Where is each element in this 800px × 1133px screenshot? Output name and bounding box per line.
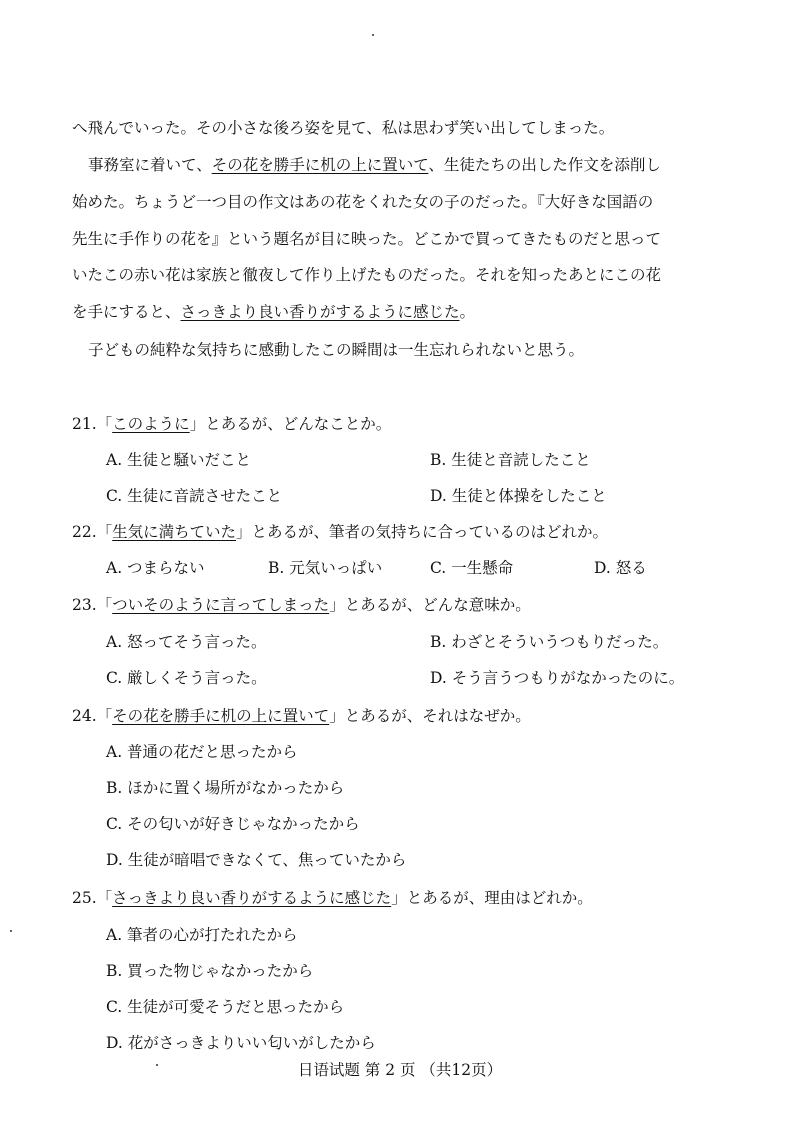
passage-line: 始めた。ちょうど一つ目の作文はあの花をくれた女の子のだった。『大好きな国語の bbox=[72, 193, 654, 211]
passage-line bbox=[88, 155, 661, 175]
option-b[interactable]: B. ほかに置く場所がなかったから bbox=[106, 779, 345, 797]
option-d[interactable]: D. 花がさっきよりいい匂いがしたから bbox=[106, 1034, 376, 1052]
option-b[interactable]: B. 買った物じゃなかったから bbox=[106, 962, 314, 980]
question-stem bbox=[72, 595, 531, 615]
option-a[interactable]: A. 普通の花だと思ったから bbox=[106, 743, 298, 761]
option-c[interactable]: C. 厳しくそう言った。 bbox=[106, 669, 267, 687]
question-number: 21. bbox=[72, 415, 97, 433]
question-stem bbox=[72, 706, 531, 726]
passage-line: いたこの赤い花は家族と徹夜して作り上げたものだった。それを知ったあとにこの花 bbox=[72, 266, 662, 284]
passage-line: へ飛んでいった。その小さな後ろ姿を見て、私は思わず笑い出してしまった。 bbox=[72, 119, 615, 137]
quote-mark: 「 bbox=[96, 889, 113, 907]
option-c[interactable]: C. その匂いが好きじゃなかったから bbox=[106, 815, 360, 833]
question-number: 25. bbox=[72, 889, 97, 907]
question-number: 24. bbox=[72, 707, 97, 725]
option-c[interactable]: C. 生徒に音読させたこと bbox=[106, 487, 283, 505]
quote-mark: 「 bbox=[96, 523, 113, 541]
quote-mark: 「 bbox=[96, 415, 113, 433]
quote-mark: 」 bbox=[391, 889, 407, 907]
option-a[interactable]: A. 怒ってそう言った。 bbox=[106, 633, 267, 651]
passage-text: を手にすると、 bbox=[72, 303, 181, 321]
option-b[interactable]: B. 元気いっぱい bbox=[268, 559, 383, 577]
passage-text: 。 bbox=[459, 303, 476, 321]
scan-speck bbox=[156, 1064, 158, 1066]
option-c[interactable]: C. 一生懸命 bbox=[430, 559, 514, 577]
question-text: とあるが、どんなことか。 bbox=[205, 415, 392, 433]
page-footer: 日语试题 第 2 页 （共12页） bbox=[297, 1061, 503, 1079]
quote-mark: 」 bbox=[236, 523, 252, 541]
option-b[interactable]: B. わざとそういうつもりだった。 bbox=[430, 633, 669, 651]
question-text: とあるが、筆者の気持ちに合っているのはどれか。 bbox=[251, 523, 609, 541]
quoted-phrase: このように bbox=[112, 415, 190, 433]
option-d[interactable]: D. そう言うつもりがなかったのに。 bbox=[430, 669, 685, 687]
option-d[interactable]: D. 生徒と体操をしたこと bbox=[430, 487, 607, 505]
option-a[interactable]: A. 生徒と騒いだこと bbox=[106, 451, 252, 469]
quote-mark: 」 bbox=[189, 415, 206, 433]
scan-speck bbox=[372, 34, 374, 36]
option-a[interactable]: A. 筆者の心が打たれたから bbox=[106, 926, 298, 944]
underlined-phrase: さっきより良い香りがするように感じた bbox=[180, 303, 460, 321]
underlined-phrase: その花を勝手に机の上に置いて bbox=[211, 156, 429, 174]
question-number: 23. bbox=[72, 596, 97, 614]
quoted-phrase: さっきより良い香りがするように感じた bbox=[112, 889, 392, 907]
quote-mark: 」 bbox=[329, 707, 345, 725]
question-text: とあるが、それはなぜか。 bbox=[344, 707, 531, 725]
quote-mark: 「 bbox=[96, 707, 113, 725]
quote-mark: 「 bbox=[96, 596, 113, 614]
quoted-phrase: ついそのように言ってしまった bbox=[112, 596, 330, 614]
passage-line: 子どもの純粋な気持ちに感動したこの瞬間は一生忘れられないと思う。 bbox=[88, 341, 585, 359]
quote-mark: 」 bbox=[329, 596, 345, 614]
quoted-phrase: その花を勝手に机の上に置いて bbox=[112, 707, 330, 725]
scan-speck bbox=[10, 930, 12, 932]
passage-text: 事務室に着いて、 bbox=[88, 156, 212, 174]
option-d[interactable]: D. 怒る bbox=[594, 559, 647, 577]
question-stem bbox=[72, 888, 593, 908]
passage-text: 、生徒たちの出した作文を添削し bbox=[428, 156, 661, 174]
question-text: とあるが、どんな意味か。 bbox=[344, 596, 531, 614]
passage-line bbox=[72, 302, 475, 322]
passage-line: 先生に手作りの花を』という題名が目に映った。どこかで買ってきたものだと思って bbox=[72, 230, 662, 248]
question-stem bbox=[72, 414, 391, 434]
question-text: とあるが、理由はどれか。 bbox=[406, 889, 593, 907]
quoted-phrase: 生気に満ちていた bbox=[112, 523, 237, 541]
option-a[interactable]: A. つまらない bbox=[106, 559, 205, 577]
option-b[interactable]: B. 生徒と音読したこと bbox=[430, 451, 591, 469]
question-stem bbox=[72, 522, 608, 542]
option-d[interactable]: D. 生徒が暗唱できなくて、焦っていたから bbox=[106, 851, 407, 869]
question-number: 22. bbox=[72, 523, 97, 541]
option-c[interactable]: C. 生徒が可愛そうだと思ったから bbox=[106, 998, 345, 1016]
